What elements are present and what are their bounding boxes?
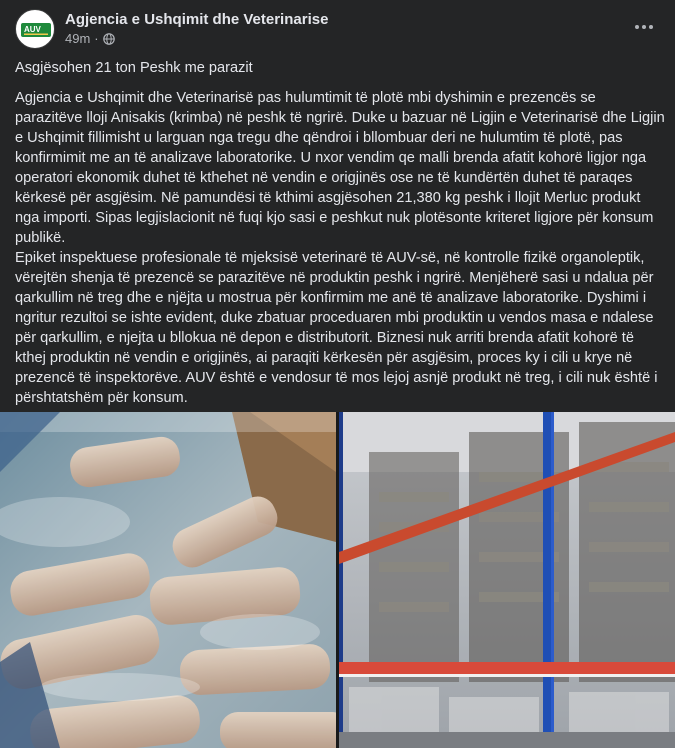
photo-frozen-fish[interactable] <box>0 412 336 748</box>
post-paragraph-2: Epiket inspektuese profesionale të mjeksisë veterinarë të AUV-së, në kontrolle fizikë organoleptik, vërejtën shenja të prezencë se parazitëve në produktin peshk i ngrirë. Menjëherë sasi u ndalua për qarkullim në treg dhe e njëjta u mostrua për konfirmim me anë të analizave laboratorike. Dyshimi i ngritur rezultoi se ishte evident, duke zbatuar proceduaren mbi produktin u vendos masa e ndalese për qarkullim, e njejta u bllokua në depon e distributorit. Biznesi nuk arriti brenda afatit kohorë të kthej produktin në vendin e origjinës, ai paraqiti kërkesën për asgjësim, proces ky i cili u krye në prezencë të inspektorëve. AUV është e vendosur të mos lejoj asnjë produkt në treg, i cili nuk është i përshtatshëm për konsum. <box>15 250 658 406</box>
page-avatar[interactable] <box>15 9 55 49</box>
photo-grid <box>0 412 675 748</box>
page-name-link[interactable]: Agjencia e Ushqimit dhe Veterinarise <box>65 11 329 28</box>
globe-icon[interactable] <box>103 33 115 45</box>
post-paragraph-1: Agjencia e Ushqimit dhe Veterinarisë pas hulumtimit të plotë mbi dyshimin e prezencës se parazitëve lloji Anisakis (krimba) në peshk të ngrirë. Duke u bazuar në Ligjin e Veterinarisë dhe Ligjin e Ushqimit fillimisht u larguan nga tregu dhe qëndroi i bllombuar deri ne hulumtim të plotë, pas konfirmimit me an të analizave laboratorike. U nxor vendim qe malli brenda afatit kohorë ligjor nga operatori ekonomik duhet të kthehet në vendin e origjinës ose ne të kundërtën duhet të paraqes kërkesë për asgjësim. Në pamundësi të kthimi asgjësohen 21,380 kg peshk i llojit Merluc produkt nga importi. Sipas legjislacionit në fuqi kjo sasi e peshkut nuk plotësonte kriteret ligjore për konsum publikë. <box>15 90 665 246</box>
post-time[interactable]: 49m <box>65 31 91 46</box>
auv-logo <box>21 23 51 37</box>
more-options-icon[interactable] <box>626 9 662 45</box>
post-title: Asgjësohen 21 ton Peshk me parazit <box>15 60 253 76</box>
post-meta <box>65 31 115 46</box>
meta-separator: · <box>94 31 99 46</box>
svg-text:AUV: AUV <box>24 25 41 34</box>
post-header <box>15 9 660 49</box>
photo-warehouse[interactable] <box>339 412 675 748</box>
post-body <box>15 58 665 408</box>
